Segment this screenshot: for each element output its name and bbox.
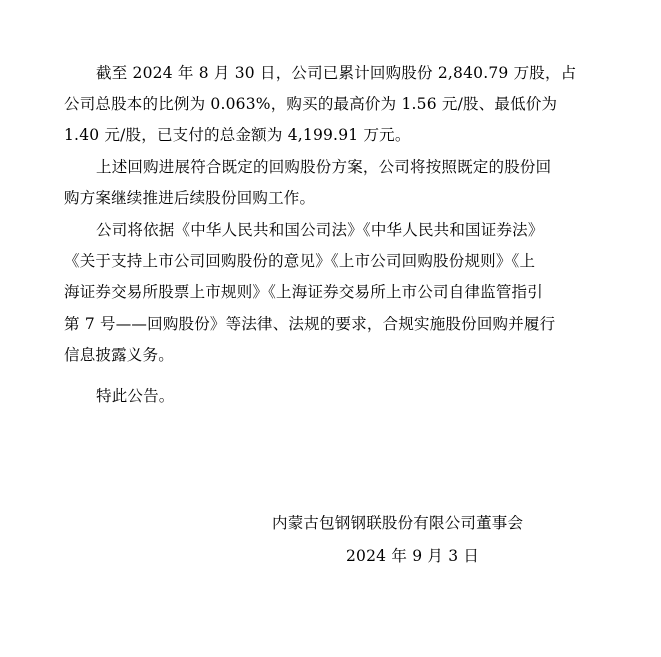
paragraph-3-line-4: 第 7 号——回购股份》等法律、法规的要求，合规实施股份回购并履行 <box>64 315 556 333</box>
signature-company: 内蒙古包钢钢联股份有限公司董事会 <box>272 514 524 532</box>
closing-statement: 特此公告。 <box>96 387 175 405</box>
paragraph-3-line-3: 海证券交易所股票上市规则》《上海证券交易所上市公司自律监管指引 <box>64 283 543 301</box>
paragraph-2-line-2: 购方案继续推进后续股份回购工作。 <box>64 189 316 207</box>
signature-date: 2024 年 9 月 3 日 <box>346 547 480 565</box>
paragraph-1-line-2: 公司总股本的比例为 0.063%，购买的最高价为 1.56 元/股、最低价为 <box>64 95 558 113</box>
paragraph-1-line-3: 1.40 元/股，已支付的总金额为 4,199.91 万元。 <box>64 126 411 144</box>
paragraph-2-line-1: 上述回购进展符合既定的回购股份方案，公司将按照既定的股份回 <box>96 158 552 176</box>
paragraph-3-line-5: 信息披露义务。 <box>64 346 174 364</box>
paragraph-1-line-1: 截至 2024 年 8 月 30 日，公司已累计回购股份 2,840.79 万股，占 <box>96 64 577 82</box>
paragraph-3-line-2: 《关于支持上市公司回购股份的意见》《上市公司回购股份规则》《上 <box>64 252 536 270</box>
paragraph-3-line-1: 公司将依据《中华人民共和国公司法》《中华人民共和国证券法》 <box>96 221 544 239</box>
